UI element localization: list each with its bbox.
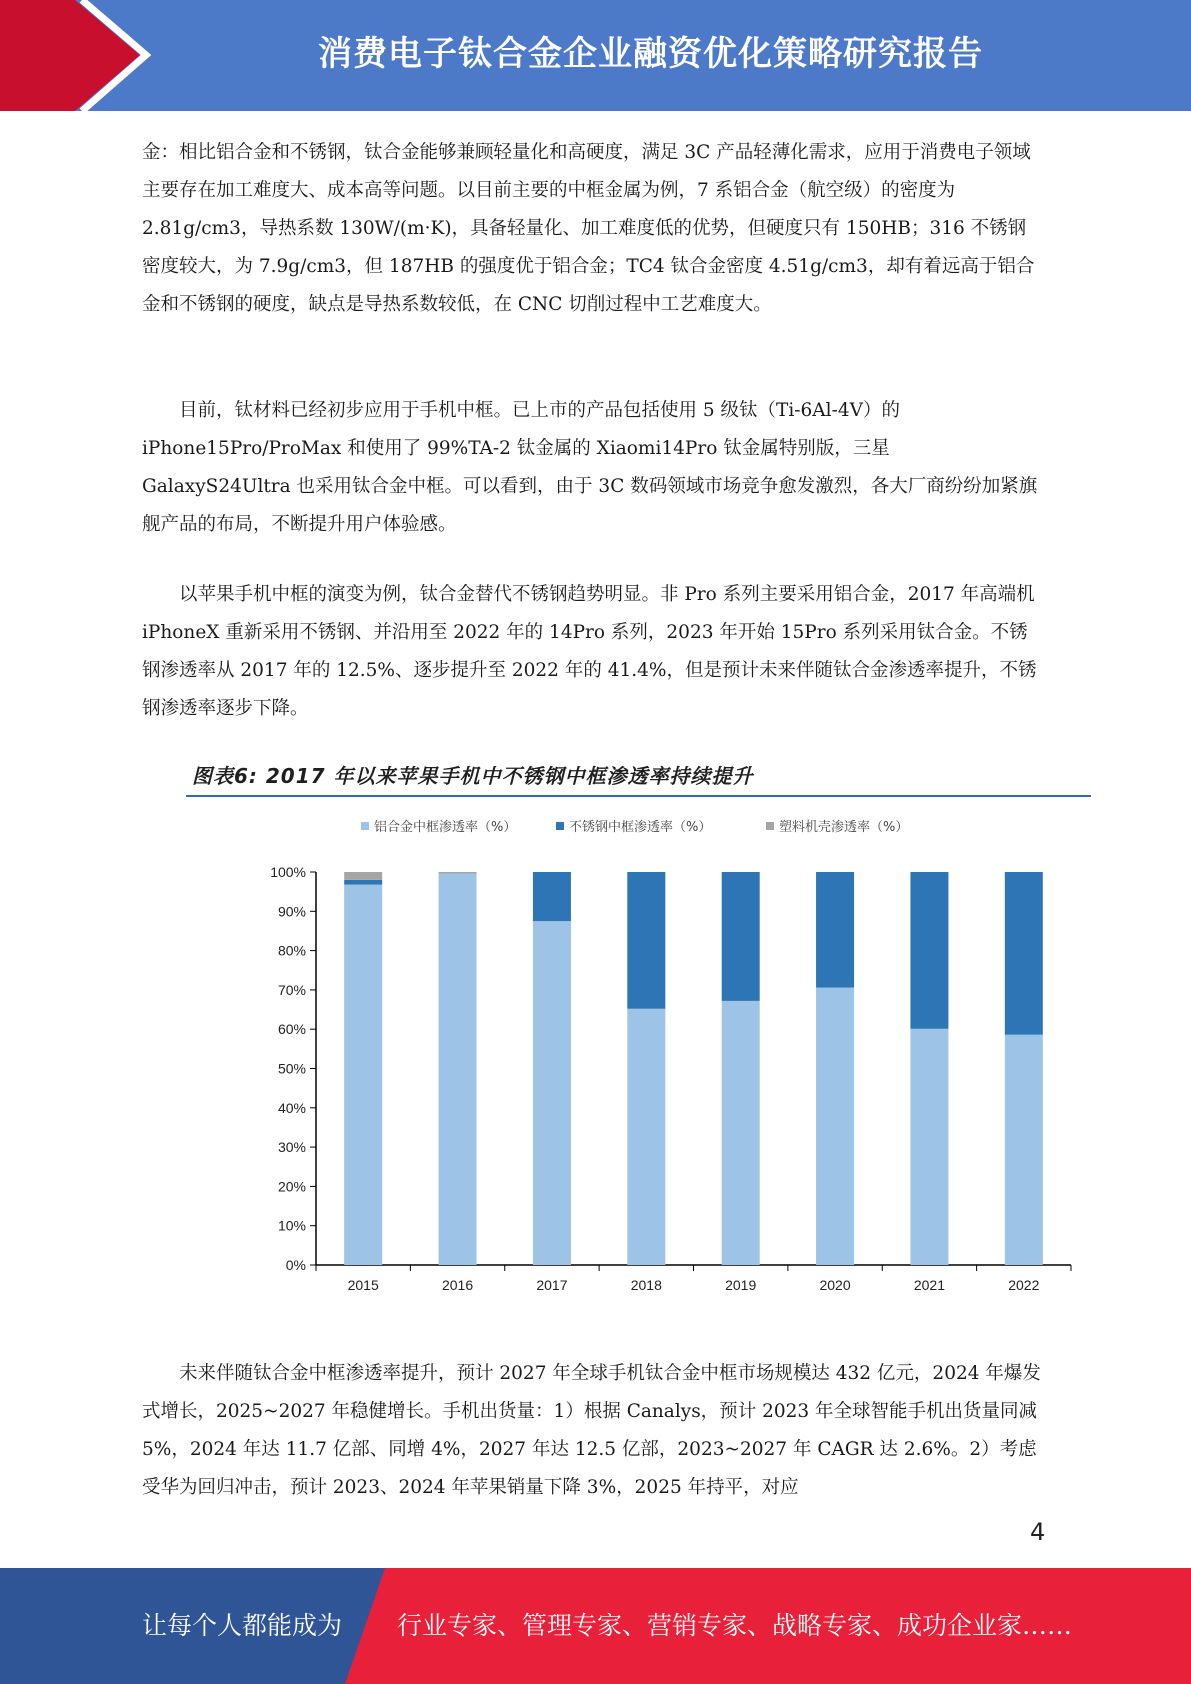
legend-swatch	[766, 822, 774, 830]
bar-segment	[533, 872, 571, 921]
y-tick-label: 70%	[277, 981, 306, 998]
bar-segment	[910, 872, 948, 1029]
bar-segment	[344, 872, 382, 880]
x-tick-label: 2015	[347, 1277, 379, 1293]
x-tick-label: 2020	[819, 1277, 851, 1293]
y-tick-label: 90%	[277, 903, 306, 920]
footer-slogan-left: 让每个人都能成为	[142, 1611, 343, 1640]
x-tick-label: 2019	[725, 1277, 757, 1293]
paragraph-materials: 金：相比铝合金和不锈钢，钛合金能够兼顾轻量化和高硬度，满足 3C 产品轻薄化需求，应用于消费电子领域主要存在加工难度大、成本高等问题。以目前主要的中框金属为例，7 系铝合金（航空级）的密度为 2.81g/cm3，导热系数 130W/(m·K)，具备轻量化、加工难度低的优势，但硬度只有 150HB；316 不锈钢密度较大，为 7.9g/cm3，但 187HB 的强度优于铝合金；TC4 钛合金密度 4.51g/cm3，却有着远高于铝合金和不锈钢的硬度，缺点是导热系数较低，在 CNC 切削过程中工艺难度大。	[142, 142, 1035, 315]
bar-segment	[627, 872, 665, 1009]
report-title: 消费电子钛合金企业融资优化策略研究报告	[318, 34, 983, 74]
y-tick-label: 0%	[285, 1257, 306, 1273]
legend-label: 不锈钢中框渗透率（%）	[569, 820, 712, 835]
legend-swatch	[361, 822, 369, 830]
header-arrow-decoration	[0, 0, 160, 111]
page-footer	[0, 1568, 1191, 1684]
bar-segment	[722, 872, 760, 1001]
footer-slogan-right: 行业专家、管理专家、营销专家、战略专家、成功企业家……	[397, 1611, 1073, 1640]
y-tick-label: 50%	[277, 1060, 306, 1077]
y-tick-label: 20%	[277, 1178, 306, 1195]
page-number: 4	[1030, 1518, 1046, 1546]
y-tick-label: 10%	[277, 1217, 306, 1234]
bar-segment	[533, 921, 571, 1265]
paragraph-titanium-frames: 目前，钛材料已经初步应用于手机中框。已上市的产品包括使用 5 级钛（Ti-6Al-4V）的 iPhone15Pro/ProMax 和使用了 99%TA-2 钛金属的 Xiaomi14Pro 钛金属特别版，三星 GalaxyS24Ultra 也采用钛合金中框。可以看到，由于 3C 数码领域市场竞争愈发激烈，各大厂商纷纷加紧旗舰产品的布局，不断提升用户体验感。	[142, 400, 1038, 535]
bar-segment	[1005, 872, 1043, 1035]
x-tick-label: 2016	[441, 1277, 474, 1293]
bar-segment	[1005, 1035, 1043, 1265]
legend-swatch	[556, 822, 564, 830]
bar-segment	[344, 885, 382, 1265]
legend-label: 塑料机壳渗透率（%）	[779, 820, 909, 835]
x-tick-label: 2022	[1008, 1277, 1040, 1293]
bar-segment	[439, 872, 477, 874]
paragraph-apple-evolution: 以苹果手机中框的演变为例，钛合金替代不锈钢趋势明显。非 Pro 系列主要采用铝合金，2017 年高端机 iPhoneX 重新采用不锈钢、并沿用至 2022 年的 14Pro 系列，2023 年开始 15Pro 系列采用钛合金。不锈钢渗透率从 2017 年的 12.5%、逐步提升至 2022 年的 41.4%，但是预计未来伴随钛合金渗透率提升，不锈钢渗透率逐步下降。	[142, 584, 1037, 719]
x-tick-label: 2021	[913, 1277, 946, 1293]
y-tick-label: 30%	[277, 1139, 306, 1156]
bar-segment	[344, 880, 382, 885]
stacked-bar-chart	[186, 800, 1091, 1305]
page-header	[0, 0, 1191, 111]
bar-segment	[816, 872, 854, 988]
y-tick-label: 80%	[277, 942, 306, 959]
bar-segment	[816, 988, 854, 1265]
y-tick-label: 100%	[270, 864, 306, 880]
bar-segment	[439, 874, 477, 1265]
paragraph-market-forecast: 未来伴随钛合金中框渗透率提升，预计 2027 年全球手机钛合金中框市场规模达 432 亿元，2024 年爆发式增长，2025~2027 年稳健增长。手机出货量：1）根据 Canalys，预计 2023 年全球智能手机出货量同减 5%，2024 年达 11.7 亿部、同增 4%，2027 年达 12.5 亿部，2023~2027 年 CAGR 达 2.6%。2）考虑受华为回归冲击，预计 2023、2024 年苹果销量下降 3%，2025 年持平，对应	[142, 1363, 1041, 1498]
y-tick-label: 60%	[277, 1021, 306, 1038]
bar-segment	[910, 1029, 948, 1265]
y-tick-label: 40%	[277, 1099, 306, 1116]
x-tick-label: 2018	[630, 1277, 662, 1293]
chart-title-rule	[186, 795, 1091, 797]
bar-segment	[722, 1001, 760, 1265]
chart-title: 图表6: 2017 年以来苹果手机中不锈钢中框渗透率持续提升	[192, 764, 754, 788]
x-tick-label: 2017	[536, 1277, 568, 1293]
bar-segment	[627, 1009, 665, 1265]
legend-label: 铝合金中框渗透率（%）	[374, 820, 517, 835]
